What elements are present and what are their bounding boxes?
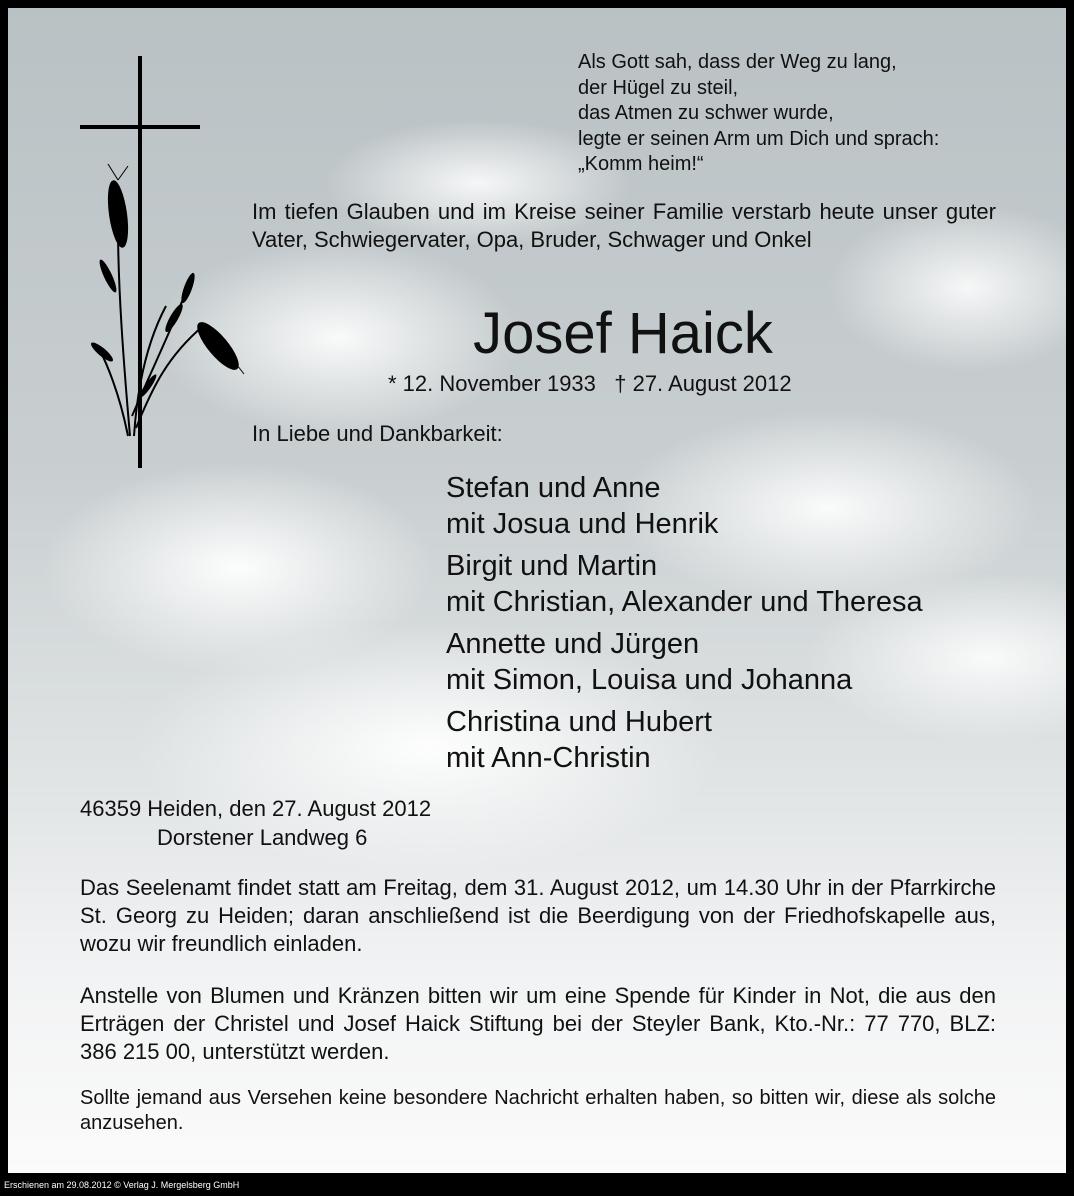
intro-text: Im tiefen Glauben und im Kreise seiner Familie verstarb heute unser guter Vater, Schwiegervater, Opa, Bruder, Schwager und Onkel: [252, 199, 996, 252]
street-address: Dorstener Landweg 6: [157, 825, 368, 850]
poem-line: der Hügel zu steil,: [578, 76, 739, 99]
family-couple: Christina und Hubert: [446, 706, 712, 738]
notice-paragraph: Sollte jemand aus Versehen keine besondere Nachricht erhalten haben, so bitten wir, diese als solche anzusehen.: [80, 1087, 996, 1134]
family-list: [446, 470, 923, 782]
family-children: mit Christian, Alexander und Theresa: [446, 586, 923, 618]
family-couple: Birgit und Martin: [446, 550, 658, 582]
poem-line: das Atmen zu schwer wurde,: [578, 102, 834, 124]
family-couple: Annette und Jürgen: [446, 628, 700, 660]
family-children: mit Ann-Christin: [446, 742, 651, 774]
obituary-card: [8, 8, 1066, 1173]
poem-line: legte er seinen Arm um Dich und sprach:: [578, 127, 940, 150]
family-entry: [446, 470, 923, 542]
donation-paragraph: Anstelle von Blumen und Kränzen bitten wir um eine Spende für Kinder in Not, die aus den Erträgen der Christel und Josef Haick Stiftung bei der Steyler Bank, Kto.-Nr.: 77 770, BLZ: 386 215 00, unterstützt werden.: [80, 983, 996, 1064]
poem: [578, 50, 939, 178]
cross-with-wheat-icon: [78, 56, 248, 476]
city-date: 46359 Heiden, den 27. August 2012: [80, 796, 432, 821]
family-entry: [446, 704, 923, 776]
family-entry: [446, 548, 923, 620]
family-children: mit Simon, Louisa und Johanna: [446, 664, 853, 696]
gratitude-line: In Liebe und Dankbarkeit:: [252, 421, 503, 446]
deceased-name: Josef Haick: [473, 301, 773, 366]
birth-death-dates: * 12. November 1933 † 27. August 2012: [388, 371, 792, 396]
place-address: [80, 794, 431, 852]
funeral-service-paragraph: Das Seelenamt findet statt am Freitag, dem 31. August 2012, um 14.30 Uhr in der Pfarrkirche St. Georg zu Heiden; daran anschließend ist die Beerdigung von der Friedhofskapelle aus, wozu wir freundlich einladen.: [80, 875, 996, 956]
family-couple: Stefan und Anne: [446, 472, 661, 504]
publication-footer: Erschienen am 29.08.2012 © Verlag J. Mergelsberg GmbH: [4, 1180, 240, 1190]
poem-line: Als Gott sah, dass der Weg zu lang,: [578, 51, 897, 73]
poem-line: „Komm heim!“: [578, 153, 704, 175]
family-children: mit Josua und Henrik: [446, 508, 719, 540]
family-entry: [446, 626, 923, 698]
